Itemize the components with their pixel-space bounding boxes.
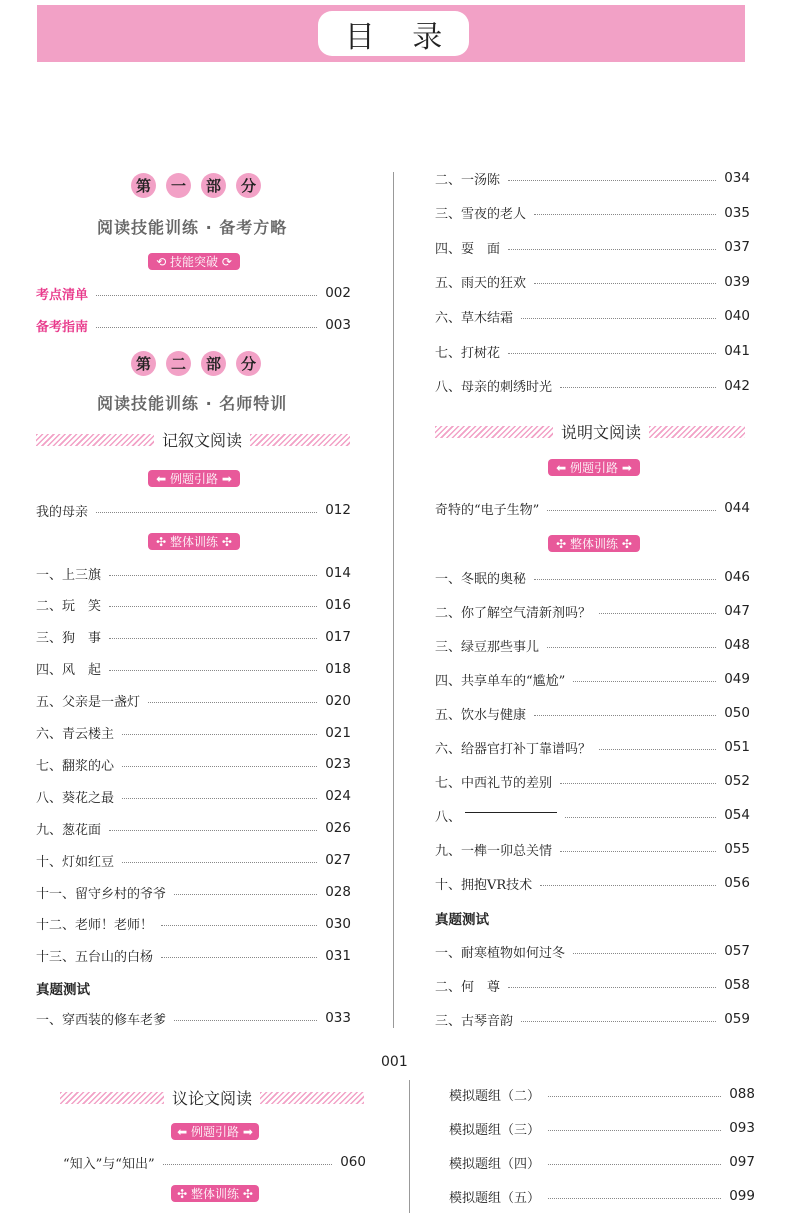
sparkle-icon: ✣ (239, 1186, 253, 1201)
entry-title: 八、母亲的刺绣时光 (435, 380, 553, 396)
entry-page: 055 (724, 841, 750, 857)
dot-leader (573, 681, 716, 682)
toc-entry[interactable] (435, 306, 750, 326)
toc-entry[interactable] (36, 500, 351, 520)
entry-page: 059 (724, 1011, 750, 1027)
section-label: 议论文阅读 (172, 1089, 253, 1108)
hatch-decoration (36, 434, 154, 446)
dot-leader (599, 749, 716, 750)
entry-title: 二、玩 笑 (36, 599, 102, 615)
part-char: 一 (166, 173, 191, 198)
tag-label: 例题引路 (569, 461, 618, 475)
real-test-heading: 真题测试 (36, 982, 90, 998)
toc-entry[interactable] (36, 659, 351, 679)
toc-entry[interactable] (435, 771, 750, 791)
entry-page: 030 (325, 915, 351, 932)
toc-entry[interactable] (435, 168, 750, 188)
toc-entry[interactable] (435, 237, 750, 257)
sparkle-icon: ✣ (218, 534, 232, 549)
part-char: 分 (236, 173, 261, 198)
entry-page: 031 (325, 947, 351, 964)
dot-leader (521, 1021, 716, 1022)
section-expository-heading (435, 420, 745, 443)
training-tag (148, 533, 240, 550)
dot-leader (560, 783, 716, 784)
entry-page: 018 (325, 660, 351, 677)
entry-title: 七、打树花 (435, 345, 501, 361)
toc-entry[interactable] (435, 498, 750, 518)
entry-title: 六、草木结霜 (435, 310, 514, 326)
entry-title: 四、共享单车的“尴尬” (435, 673, 566, 689)
dot-leader (534, 579, 716, 580)
entry-title: 三、绿豆那些事儿 (435, 639, 540, 655)
toc-entry[interactable] (63, 1152, 366, 1172)
entry-page: 037 (724, 239, 750, 256)
cycle-icon: ⟲ (156, 254, 170, 269)
toc-entry[interactable] (36, 595, 351, 615)
dot-leader (148, 702, 317, 703)
toc-entry[interactable] (435, 341, 750, 361)
hatch-decoration (60, 1092, 164, 1104)
page-number: 001 (381, 1054, 408, 1070)
example-tag (548, 459, 640, 476)
entry-title: 二、你了解空气清新剂吗？ (435, 605, 592, 621)
training-tag (171, 1185, 259, 1202)
entry-page: 017 (325, 628, 351, 645)
entry-title: 七、中西礼节的差别 (435, 775, 553, 791)
toc-entry[interactable] (36, 882, 351, 902)
entry-title: 三、古琴音韵 (435, 1013, 514, 1029)
entry-page: 088 (729, 1086, 755, 1102)
toc-entry[interactable] (36, 315, 351, 335)
toc-entry[interactable] (36, 723, 351, 743)
part-char: 部 (201, 173, 226, 198)
entry-page: 033 (325, 1010, 351, 1026)
entry-page: 093 (729, 1120, 755, 1136)
entry-page: 056 (724, 875, 750, 891)
entry-title: 二、何 尊 (435, 979, 501, 995)
arrow-right-icon: ➡ (218, 471, 232, 486)
dot-leader (534, 283, 716, 284)
toc-entry[interactable] (449, 1186, 755, 1206)
entry-title: 三、狗 事 (36, 631, 102, 647)
entry-title: 七、翻浆的心 (36, 758, 115, 774)
entry-page: 049 (724, 671, 750, 687)
toc-entry[interactable] (435, 839, 750, 859)
dot-leader (548, 1096, 721, 1097)
real-test-heading: 真题测试 (435, 912, 489, 928)
toc-entry[interactable] (435, 272, 750, 292)
dot-leader (508, 353, 716, 354)
entry-title: 九、葱花面 (36, 822, 102, 838)
arrow-left-icon: ⬅ (556, 460, 570, 475)
sparkle-icon: ✣ (177, 1186, 191, 1201)
tag-label: 例题引路 (190, 1125, 239, 1139)
toc-entry[interactable] (449, 1084, 755, 1104)
dot-leader (508, 987, 716, 988)
dot-leader (109, 830, 317, 831)
dot-leader (122, 734, 317, 735)
part-two-subtitle: 阅读技能训练 · 名师特训 (97, 394, 288, 413)
dot-leader (161, 925, 317, 926)
entry-title: 我的母亲 (36, 504, 89, 520)
section-label: 记叙文阅读 (162, 431, 243, 450)
entry-title: 一、耐寒植物如何过冬 (435, 945, 566, 961)
entry-page: 027 (325, 852, 351, 869)
dot-leader (161, 957, 317, 958)
entry-page: 054 (724, 807, 750, 823)
entry-page: 014 (325, 565, 351, 581)
dot-leader (540, 885, 716, 886)
dot-leader (174, 1020, 317, 1021)
entry-title: 十、灯如红豆 (36, 854, 115, 870)
dot-leader (174, 894, 317, 895)
entry-page: 099 (729, 1188, 755, 1204)
toc-entry[interactable] (36, 914, 351, 934)
part-char: 部 (201, 351, 226, 376)
entry-title: 十二、老师！老师！ (36, 918, 154, 934)
entry-title: 二、一汤陈 (435, 172, 501, 188)
arrow-right-icon: ➡ (239, 1124, 253, 1139)
part-char: 分 (236, 351, 261, 376)
arrow-right-icon: ➡ (618, 460, 632, 475)
toc-entry[interactable] (435, 703, 750, 723)
entry-title: 模拟题组（二） (449, 1088, 541, 1104)
dot-leader (547, 510, 716, 511)
entry-title: “知入”与“知出” (63, 1156, 155, 1172)
section-argumentative-heading (60, 1086, 364, 1109)
entry-page: 051 (724, 739, 750, 755)
entry-page: 097 (729, 1154, 755, 1170)
dot-leader (534, 715, 716, 716)
entry-title: 五、饮水与健康 (435, 707, 527, 723)
entry-title: 四、风 起 (36, 663, 102, 679)
column-divider (409, 1080, 410, 1213)
example-tag (148, 470, 240, 487)
dot-leader (548, 1198, 721, 1199)
sparkle-icon: ✣ (618, 536, 632, 551)
toc-entry[interactable] (36, 691, 351, 711)
column-divider (393, 172, 394, 1028)
entry-title: 备考指南 (36, 319, 89, 335)
entry-page: 012 (325, 502, 351, 518)
toc-entry[interactable] (435, 805, 750, 825)
dot-leader (109, 575, 317, 576)
entry-title: 一、穿西装的修车老爹 (36, 1012, 167, 1028)
part-one-subtitle: 阅读技能训练 · 备考方略 (97, 218, 288, 237)
dot-leader (508, 180, 716, 181)
entry-page: 034 (724, 170, 750, 186)
dot-leader (109, 606, 317, 607)
part-one-heading (131, 173, 261, 198)
dot-leader (548, 1164, 721, 1165)
entry-page: 060 (340, 1154, 366, 1170)
training-tag (548, 535, 640, 552)
toc-entry[interactable] (435, 737, 750, 757)
entry-title: 模拟题组（三） (449, 1122, 541, 1138)
entry-title: 一、上三旗 (36, 567, 102, 583)
entry-page: 042 (724, 377, 750, 394)
toc-entry[interactable] (435, 941, 750, 961)
arrow-left-icon: ⬅ (177, 1124, 191, 1139)
skill-tag (148, 253, 240, 270)
entry-page: 003 (325, 317, 351, 333)
arrow-left-icon: ⬅ (156, 471, 170, 486)
tag-label: 整体训练 (569, 537, 618, 551)
entry-title: 十三、五台山的白杨 (36, 950, 154, 966)
entry-page: 016 (325, 596, 351, 613)
entry-page: 044 (724, 500, 750, 516)
section-label: 说明文阅读 (561, 423, 642, 442)
entry-page: 039 (724, 273, 750, 290)
sparkle-icon: ✣ (156, 534, 170, 549)
entry-page: 046 (724, 569, 750, 585)
dot-leader (560, 851, 716, 852)
toc-entry[interactable] (449, 1152, 755, 1172)
entry-page: 057 (724, 943, 750, 959)
toc-entry[interactable] (36, 946, 351, 966)
dot-leader (547, 647, 716, 648)
hatch-decoration (260, 1092, 364, 1104)
entry-page: 026 (325, 820, 351, 837)
toc-entry[interactable] (449, 1118, 755, 1138)
toc-entry[interactable] (36, 283, 351, 303)
fill-in-blank (465, 812, 557, 813)
entry-title: 十、拥抱VR技术 (435, 877, 533, 893)
entry-page: 023 (325, 756, 351, 773)
entry-title: 奇特的“电子生物” (435, 502, 540, 518)
dot-leader (96, 512, 317, 513)
entry-title: 九、一榫一卯总关情 (435, 843, 553, 859)
entry-title: 四、耍 面 (435, 241, 501, 257)
toc-entry[interactable] (36, 627, 351, 647)
part-char: 第 (131, 173, 156, 198)
toc-entry[interactable] (435, 601, 750, 621)
hatch-decoration (435, 426, 553, 438)
tag-label: 技能突破 (169, 255, 218, 269)
entry-page: 020 (325, 692, 351, 709)
entry-page: 048 (724, 637, 750, 653)
dot-leader (109, 670, 317, 671)
toc-entry[interactable] (435, 635, 750, 655)
toc-entry[interactable] (435, 376, 750, 396)
dot-leader (96, 327, 317, 328)
dot-leader (521, 318, 716, 319)
entry-page: 052 (724, 773, 750, 789)
entry-title: 五、父亲是一盏灯 (36, 695, 141, 711)
toc-entry[interactable] (435, 1009, 750, 1029)
dot-leader (508, 249, 716, 250)
entry-title: 一、冬眠的奥秘 (435, 571, 527, 587)
section-narrative-heading (36, 428, 350, 451)
page-title: 目 录 (318, 11, 469, 56)
toc-entry[interactable] (435, 567, 750, 587)
part-char: 二 (166, 351, 191, 376)
toc-entry[interactable] (36, 1008, 351, 1028)
entry-page: 024 (325, 788, 351, 805)
entry-title: 十一、留守乡村的爷爷 (36, 886, 167, 902)
dot-leader (122, 798, 317, 799)
part-two-heading (131, 351, 261, 376)
toc-entry[interactable] (36, 818, 351, 838)
entry-title: 模拟题组（四） (449, 1156, 541, 1172)
entry-title: 八、 (435, 809, 462, 825)
cycle-icon: ⟳ (218, 254, 232, 269)
dot-leader (534, 214, 716, 215)
toc-entry[interactable] (36, 563, 351, 583)
entry-page: 040 (724, 308, 750, 325)
dot-leader (109, 638, 317, 639)
dot-leader (565, 817, 716, 818)
entry-title: 八、葵花之最 (36, 790, 115, 806)
entry-page: 050 (724, 705, 750, 721)
dot-leader (548, 1130, 721, 1131)
toc-entry[interactable] (36, 786, 351, 806)
dot-leader (163, 1164, 333, 1165)
toc-entry[interactable] (36, 754, 351, 774)
toc-entry[interactable] (435, 975, 750, 995)
hatch-decoration (649, 426, 745, 438)
tag-label: 整体训练 (169, 535, 218, 549)
dot-leader (560, 387, 716, 388)
toc-entry[interactable] (36, 850, 351, 870)
entry-title: 六、青云楼主 (36, 727, 115, 742)
hatch-decoration (250, 434, 350, 446)
dot-leader (599, 613, 716, 614)
toc-entry[interactable] (435, 873, 750, 893)
tag-label: 整体训练 (190, 1187, 239, 1201)
entry-title: 三、雪夜的老人 (435, 207, 527, 223)
part-char: 第 (131, 351, 156, 376)
example-tag (171, 1123, 259, 1140)
entry-title: 六、给器官打补丁靠谱吗？ (435, 741, 592, 757)
sparkle-icon: ✣ (556, 536, 570, 551)
entry-page: 028 (325, 884, 351, 900)
entry-page: 035 (724, 204, 750, 221)
tag-label: 例题引路 (169, 472, 218, 486)
dot-leader (573, 953, 716, 954)
dot-leader (96, 295, 317, 296)
entry-title: 模拟题组（五） (449, 1190, 541, 1206)
entry-page: 047 (724, 603, 750, 619)
entry-page: 058 (724, 977, 750, 993)
dot-leader (122, 862, 317, 863)
entry-title: 五、雨天的狂欢 (435, 276, 527, 292)
entry-page: 021 (325, 724, 351, 741)
entry-page: 041 (724, 343, 750, 359)
toc-entry[interactable] (435, 203, 750, 223)
entry-page: 002 (325, 285, 351, 301)
toc-entry[interactable] (435, 669, 750, 689)
entry-title: 考点清单 (36, 287, 89, 303)
dot-leader (122, 766, 317, 767)
